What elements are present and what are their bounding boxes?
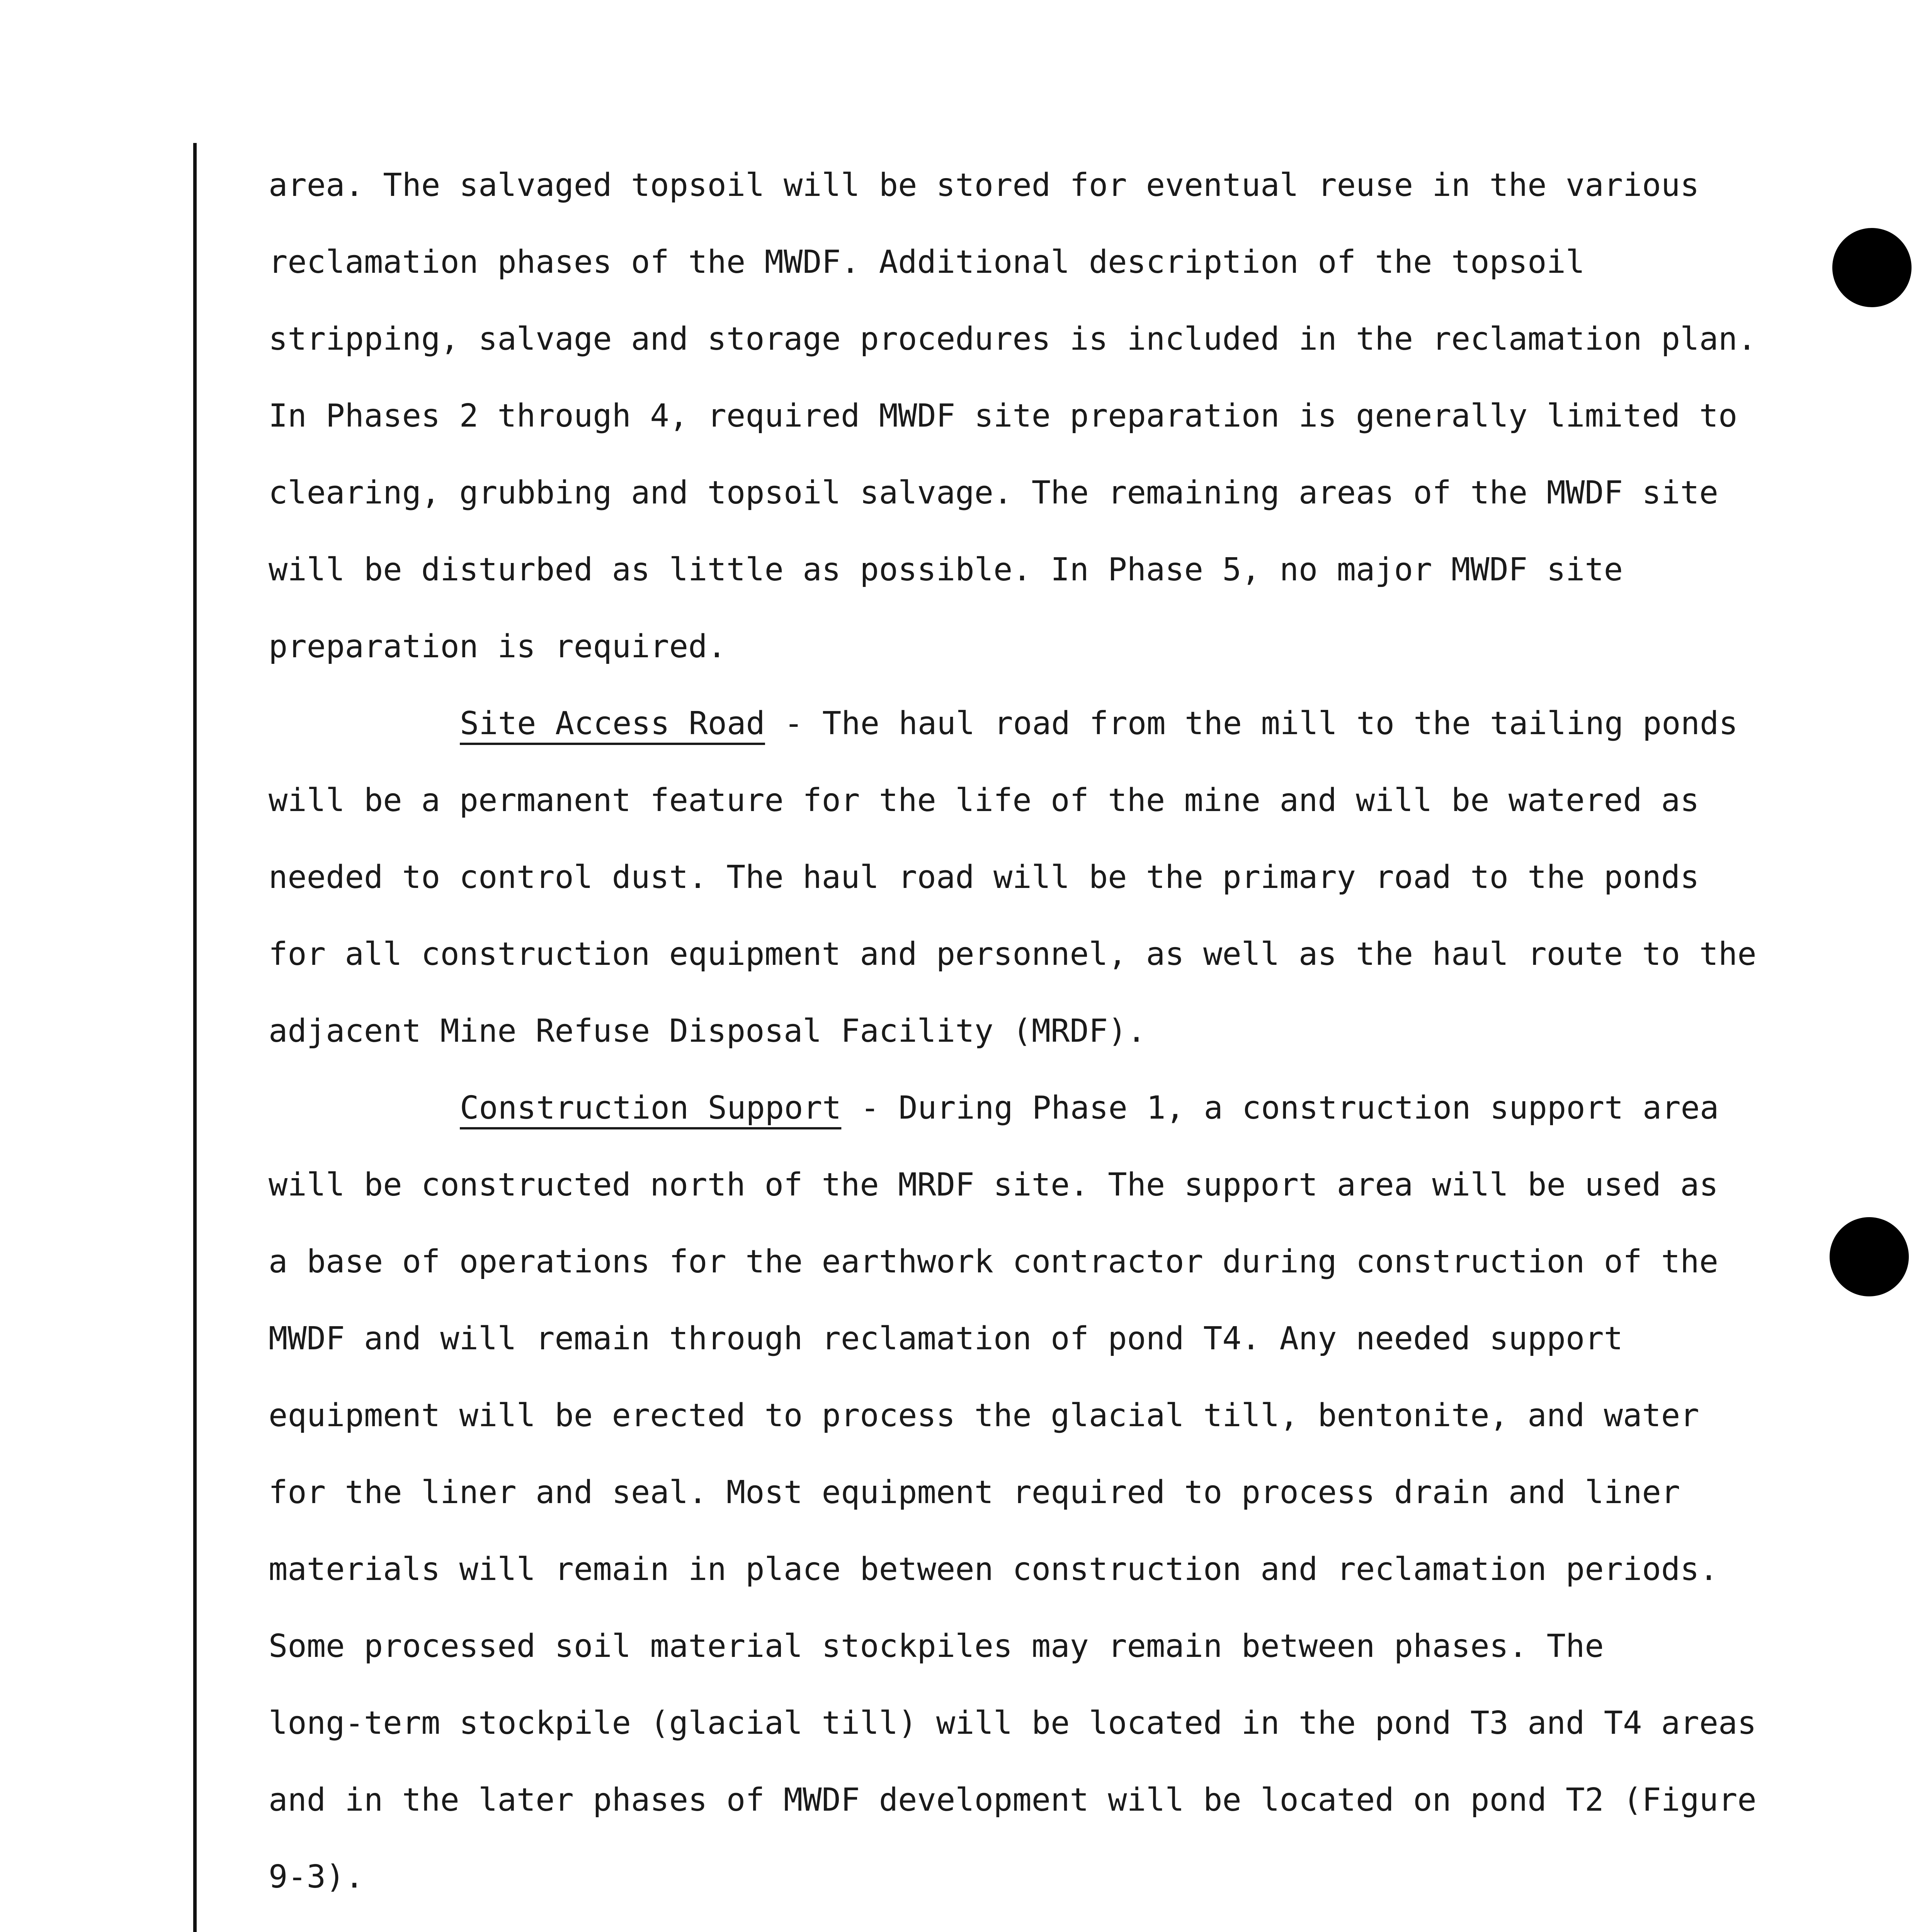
construction-support-heading: Construction Support — [460, 1090, 842, 1126]
site-access-first-line: - The haul road from the mill to the tailing ponds — [765, 705, 1738, 742]
construction-support-first-line: - During Phase 1, a construction support area — [841, 1090, 1719, 1126]
text-line: Some processed soil material stockpiles may remain between phases. The — [269, 1628, 1604, 1665]
site-access-heading: Site Access Road — [460, 705, 765, 742]
text-line: and in the later phases of MWDF development will be located on pond T2 (Figure — [269, 1782, 1757, 1818]
punch-hole-top — [1832, 228, 1912, 307]
text-line: equipment will be erected to process the glacial till, bentonite, and water — [269, 1397, 1699, 1434]
text-line: stripping, salvage and storage procedures is included in the reclamation plan. — [269, 321, 1757, 357]
text-line: MWDF and will remain through reclamation of pond T4. Any needed support — [269, 1320, 1623, 1357]
site-access-paragraph-start — [269, 685, 1837, 762]
closing-paragraph-start — [269, 1915, 1837, 1932]
text-line: a base of operations for the earthwork contractor during construction of the — [269, 1243, 1718, 1280]
text-line: 9-3). — [269, 1859, 364, 1895]
text-line: long-term stockpile (glacial till) will be located in the pond T3 and T4 areas — [269, 1705, 1757, 1742]
text-line: will be disturbed as little as possible. In Phase 5, no major MWDF site — [269, 551, 1623, 588]
text-line: for the liner and seal. Most equipment required to process drain and liner — [269, 1474, 1680, 1511]
punch-hole-middle — [1830, 1217, 1909, 1296]
text-line: reclamation phases of the MWDF. Additional description of the topsoil — [269, 244, 1585, 281]
text-line: will be a permanent feature for the life of the mine and will be watered as — [269, 782, 1699, 819]
text-line: area. The salvaged topsoil will be stored for eventual reuse in the various — [269, 167, 1699, 204]
text-line: needed to control dust. The haul road will be the primary road to the ponds — [269, 859, 1699, 896]
revision-bar — [193, 143, 197, 1932]
text-line: for all construction equipment and personnel, as well as the haul route to the — [269, 936, 1757, 973]
text-line: adjacent Mine Refuse Disposal Facility (MRDF). — [269, 1013, 1146, 1049]
text-line: preparation is required. — [269, 628, 726, 665]
construction-support-paragraph-start — [269, 1070, 1837, 1146]
document-body — [269, 147, 1837, 1932]
text-line: In Phases 2 through 4, required MWDF site preparation is generally limited to — [269, 398, 1738, 434]
text-line: clearing, grubbing and topsoil salvage. The remaining areas of the MWDF site — [269, 474, 1718, 511]
text-line: will be constructed north of the MRDF site. The support area will be used as — [269, 1167, 1718, 1203]
text-line: materials will remain in place between construction and reclamation periods. — [269, 1551, 1718, 1588]
